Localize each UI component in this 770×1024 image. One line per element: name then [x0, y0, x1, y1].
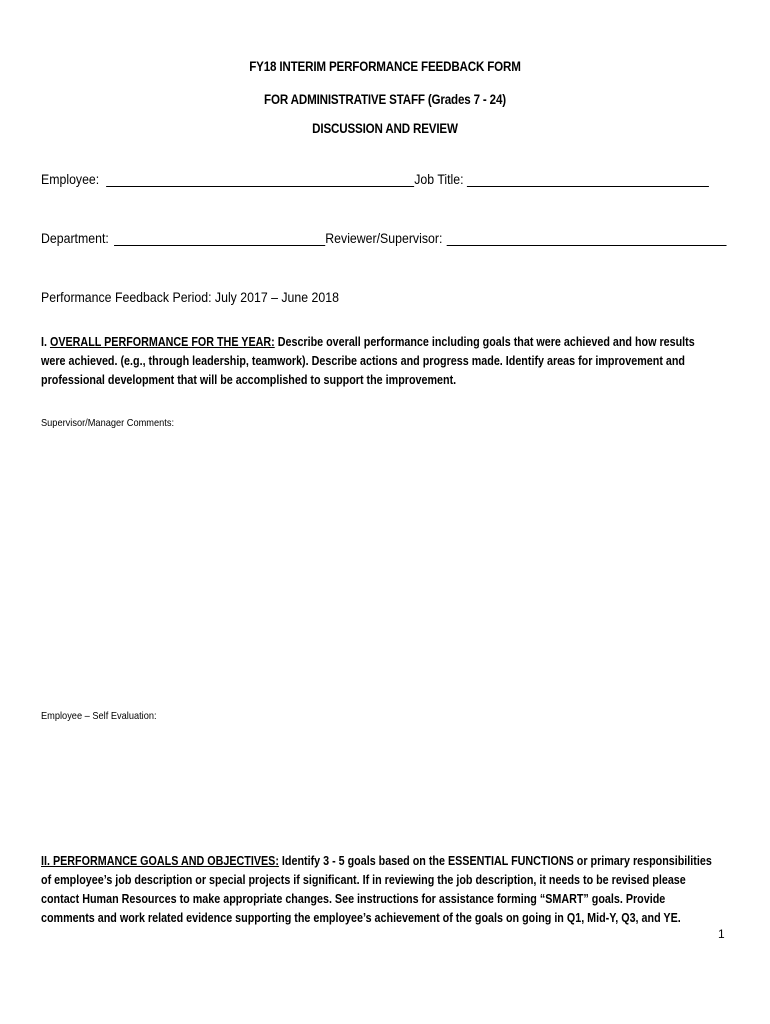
form-section-title: DISCUSSION AND REVIEW [312, 121, 458, 136]
section2-text: Identify 3 - 5 goals based on the ESSENTIAL FUNCTIONS or primary responsibilities of employee’s job description or special projects if significant. If in reviewing the job description, it needs to be revised please contact Human Resources to make appropriate changes. See instructions for assistance forming “SMART” goals. Provide comments and work related evidence supporting the employee’s achievement of the goals on going in Q1, Mid-Y, Q3, and YE. [41, 854, 712, 925]
supervisor-comments-area[interactable] [41, 436, 731, 698]
employee-field[interactable] [106, 172, 414, 187]
reviewer-label: Reviewer/Supervisor: [325, 230, 443, 246]
employee-label: Employee: [41, 171, 100, 187]
department-row [41, 230, 727, 246]
employee-row [41, 171, 709, 187]
form-subtitle: FOR ADMINISTRATIVE STAFF (Grades 7 - 24) [264, 92, 506, 107]
feedback-period: Performance Feedback Period: July 2017 – June 2018 [41, 289, 339, 305]
employee-self-eval-label: Employee – Self Evaluation: [41, 710, 157, 722]
job-title-label: Job Title: [414, 171, 464, 187]
department-field[interactable] [114, 231, 325, 246]
supervisor-comments-label: Supervisor/Manager Comments: [41, 417, 175, 429]
form-title: FY18 INTERIM PERFORMANCE FEEDBACK FORM [249, 59, 521, 74]
section1-heading: OVERALL PERFORMANCE FOR THE YEAR: [49, 335, 275, 349]
department-label: Department: [41, 230, 109, 246]
section2-heading: II. PERFORMANCE GOALS AND OBJECTIVES: [41, 854, 279, 868]
job-title-field[interactable] [467, 172, 709, 187]
employee-self-eval-area[interactable] [41, 729, 731, 844]
section-overall-performance [41, 333, 716, 390]
reviewer-field[interactable] [447, 231, 727, 246]
section-performance-goals [41, 852, 716, 928]
page-number: 1 [718, 927, 725, 941]
section1-text: Describe overall performance including goals that were achieved and how results were achieved. (e.g., through leadership, teamwork). Describe actions and progress made. Identify areas for improvement and professional development that will be accomplished to support the improvement. [41, 335, 695, 387]
section1-prefix: I. [41, 335, 50, 349]
